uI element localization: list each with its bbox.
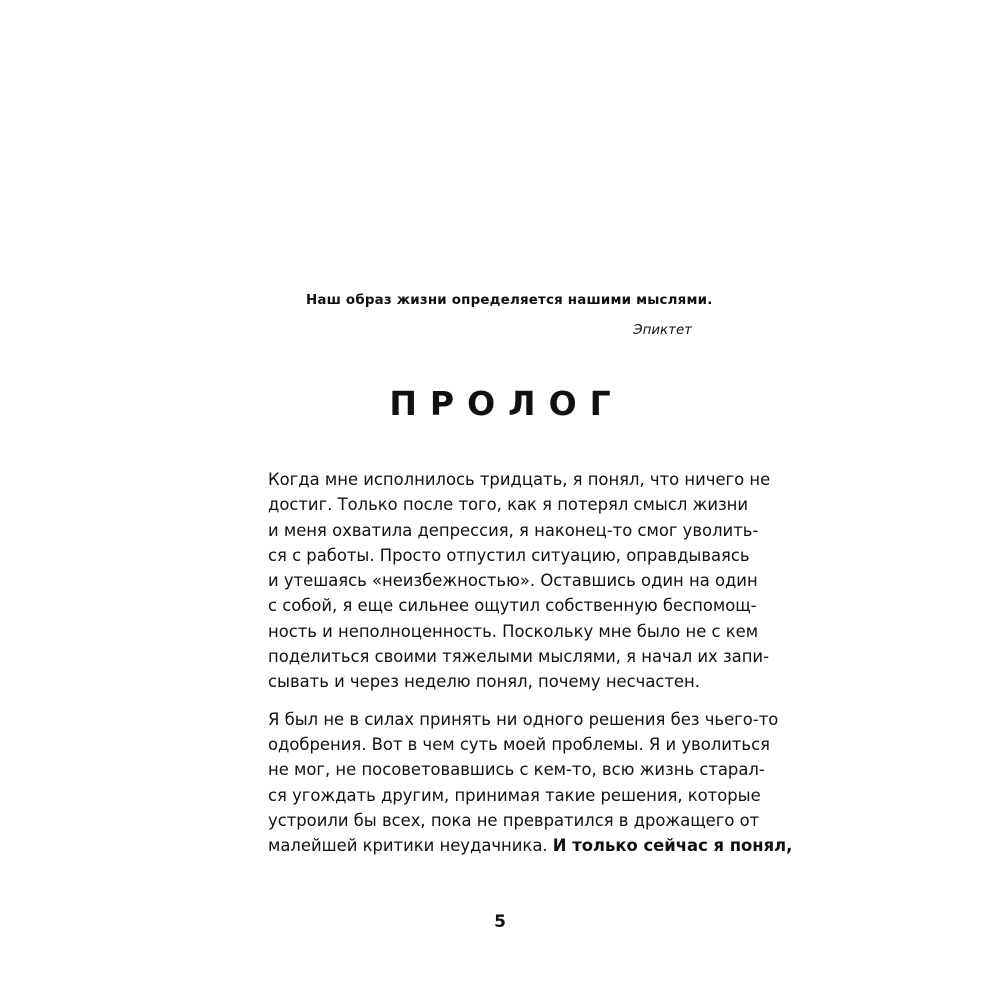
text-line: ность и неполноценность. Поскольку мне было не с кем [268, 621, 759, 641]
paragraph-1 [268, 467, 771, 695]
text-line: устроили бы всех, пока не превратился в дрожащего от [268, 810, 760, 830]
final-line-bold-text: И только сейчас я понял, [552, 836, 793, 856]
text-line: поделиться своими тяжелыми мыслями, я начал их запи- [268, 647, 770, 667]
chapter-title: ПРОЛОГ [389, 384, 624, 423]
text-line: одобрения. Вот в чем суть моей проблемы. Я и уволиться [268, 734, 770, 754]
page-number: 5 [494, 912, 506, 932]
epigraph-author: Эпиктет [633, 323, 692, 338]
paragraph-2 [268, 707, 793, 859]
text-line: Я был не в силах принять ни одного решения без чьего-то [268, 709, 779, 729]
text-line-final [268, 833, 793, 858]
text-line: с собой, я еще сильнее ощутил собственную беспомощ- [268, 596, 757, 616]
epigraph-quote: Наш образ жизни определяется нашими мыслями. [306, 293, 713, 308]
final-line-regular-text: малейшей критики неудачника. [268, 836, 548, 856]
text-line: не мог, не посоветовавшись с кем-то, всю жизнь старал- [268, 760, 765, 780]
body-text [268, 467, 793, 858]
text-line: ся угождать другим, принимая такие решения, которые [268, 785, 761, 805]
text-line: достиг. Только после того, как я потерял смысл жизни [268, 495, 749, 515]
text-line: ся с работы. Просто отпустил ситуацию, оправдываясь [268, 545, 750, 565]
text-line: и меня охватила депрессия, я наконец-то смог уволить- [268, 520, 759, 540]
text-line: и утешаясь «неизбежностью». Оставшись один на один [268, 571, 758, 591]
text-line: сывать и через неделю понял, почему несчастен. [268, 672, 700, 692]
text-line: Когда мне исполнилось тридцать, я понял, что ничего не [268, 470, 771, 489]
